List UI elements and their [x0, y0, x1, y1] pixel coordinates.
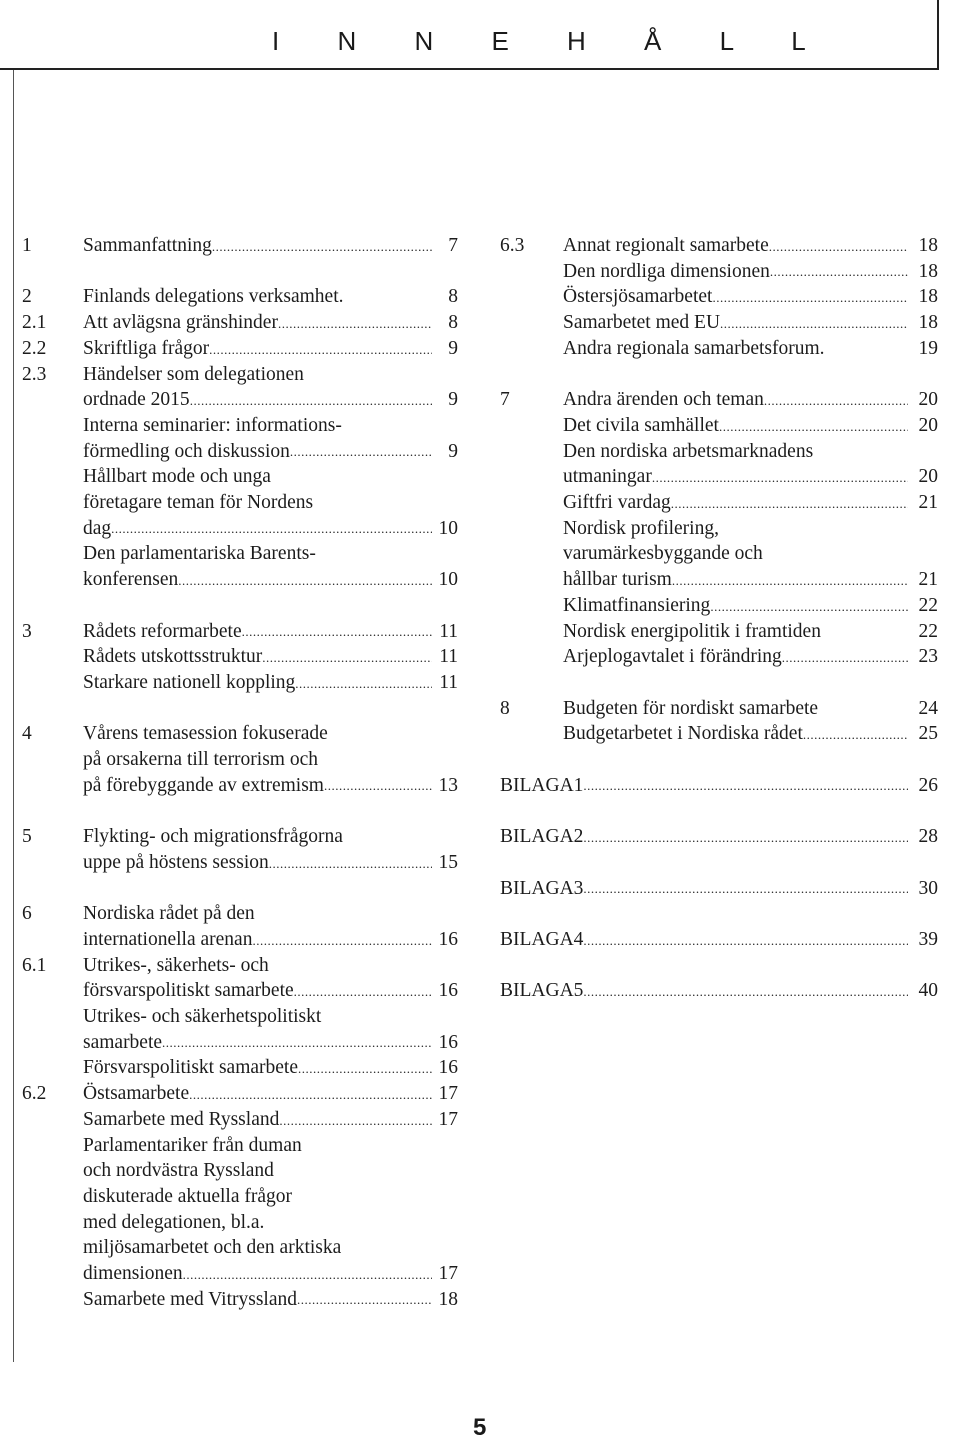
section-title [563, 336, 938, 362]
title-text: dag [83, 517, 112, 539]
toc-entry[interactable] [500, 619, 938, 645]
toc-entry[interactable] [500, 439, 938, 490]
title-last-line [574, 773, 938, 799]
title-text: Det civila samhället [563, 414, 719, 436]
toc-entry[interactable] [22, 1107, 458, 1133]
toc-entry[interactable] [500, 259, 938, 285]
dot-leader [242, 623, 432, 644]
toc-spacer [22, 259, 458, 285]
dot-leader [178, 572, 432, 593]
title-text: Annat regionalt samarbete [563, 235, 769, 256]
dot-leader [770, 263, 908, 284]
title-text: Klimatfinansiering [563, 594, 711, 616]
dot-leader [324, 777, 432, 798]
title-last-line [574, 927, 938, 953]
title-line: diskuterade aktuella frågor [83, 1185, 292, 1207]
page-ref: 18 [438, 1288, 458, 1310]
dot-leader [583, 829, 908, 850]
page-ref: 18 [918, 286, 938, 308]
title-last-line [83, 439, 458, 465]
toc-spacer [22, 876, 458, 902]
toc-entry[interactable] [500, 336, 938, 362]
page-ref: 11 [439, 620, 458, 642]
section-title [563, 516, 938, 593]
toc-entry[interactable] [22, 1081, 458, 1107]
section-number: BILAGA [500, 774, 574, 796]
section-number: 6 [22, 903, 32, 925]
title-text: Finlands delegations verksamhet. [83, 286, 344, 308]
toc-column-left [22, 233, 458, 1312]
toc-entry[interactable] [22, 644, 458, 670]
section-title [83, 644, 458, 670]
page-ref: 17 [438, 1263, 458, 1285]
page-ref: 24 [918, 697, 938, 719]
title-text: 5 [573, 980, 584, 1002]
section-title [83, 824, 458, 875]
page-ref: 9 [448, 389, 458, 411]
toc-entry[interactable] [22, 1287, 458, 1313]
section-title [83, 1055, 458, 1081]
title-text: på förebyggande av extremism [83, 774, 324, 796]
dot-leader [252, 932, 432, 953]
section-title [563, 696, 938, 722]
toc-spacer [22, 593, 458, 619]
title-line: Parlamentariker från duman [83, 1134, 302, 1156]
toc-entry[interactable] [22, 413, 458, 464]
toc-entry[interactable] [22, 541, 458, 592]
title-line: på orsakerna till terrorism och [83, 749, 318, 771]
toc-entry[interactable] [22, 1004, 458, 1055]
dot-leader [782, 649, 908, 670]
toc-entry[interactable] [22, 901, 458, 952]
dot-leader [190, 392, 432, 413]
title-last-line [83, 1287, 458, 1313]
right-rule [937, 0, 939, 70]
dot-leader [297, 1291, 432, 1312]
section-title [83, 619, 458, 645]
title-last-line [83, 850, 458, 876]
title-text: uppe på höstens session [83, 851, 269, 873]
title-text: Östsamarbete [83, 1083, 190, 1105]
section-title [83, 1081, 458, 1107]
page-ref: 20 [918, 466, 938, 488]
section-title [83, 362, 458, 413]
page-ref: 30 [918, 877, 938, 899]
section-title [83, 670, 458, 696]
title-line: Vårens temasession fokuserade [83, 723, 328, 745]
title-line: företagare teman för Nordens [83, 492, 314, 514]
section-number: 6.1 [22, 954, 47, 976]
title-text: Nordisk energipolitik i framtiden [563, 620, 821, 642]
title-text: Andra regionala samarbetsforum. [563, 337, 825, 359]
dot-leader [189, 1086, 432, 1107]
title-line: Hållbart mode och unga [83, 466, 271, 488]
title-line: med delegationen, bl.a. [83, 1211, 265, 1233]
title-last-line [83, 644, 458, 670]
toc-spacer [22, 798, 458, 824]
section-title [563, 490, 938, 516]
dot-leader [583, 777, 908, 798]
dot-leader [583, 983, 908, 1004]
title-last-line [563, 336, 938, 362]
toc-entry[interactable] [22, 619, 458, 645]
dot-leader [583, 932, 908, 953]
page-ref: 21 [918, 492, 938, 514]
section-title [574, 824, 938, 850]
title-text: utmaningar [563, 466, 652, 488]
title-last-line [83, 1261, 458, 1287]
title-text: Rådets reformarbete [83, 620, 242, 642]
section-title [83, 1107, 458, 1133]
toc-entry[interactable] [22, 670, 458, 696]
page-ref: 20 [918, 389, 938, 411]
title-line: Utrikes-, säkerhets- och [83, 954, 269, 976]
title-last-line [563, 284, 938, 310]
toc-column-right [500, 233, 938, 1004]
title-text: förmedling och diskussion [83, 440, 290, 462]
toc-spacer [500, 670, 938, 696]
section-number: 6.2 [22, 1083, 47, 1105]
toc-entry[interactable] [500, 978, 938, 1004]
dot-leader [652, 469, 908, 490]
section-number: 2.3 [22, 363, 47, 385]
title-text: 1 [573, 774, 584, 796]
title-text: Samarbete med Vitryssland [83, 1288, 298, 1310]
title-last-line [563, 644, 938, 670]
dot-leader [111, 520, 432, 541]
title-line: Händelser som delegationen [83, 363, 304, 385]
toc-entry[interactable] [500, 387, 938, 413]
toc-spacer [500, 953, 938, 979]
dot-leader [298, 1060, 432, 1081]
title-last-line [563, 490, 938, 516]
title-line: och nordvästra Ryssland [83, 1160, 274, 1182]
dot-leader [803, 726, 908, 747]
section-number: 4 [22, 723, 32, 745]
title-last-line [83, 387, 458, 413]
toc-entry[interactable] [22, 336, 458, 362]
title-last-line [563, 567, 938, 593]
title-last-line [83, 978, 458, 1004]
dot-leader [769, 238, 908, 259]
dot-leader [212, 238, 432, 259]
section-title [563, 387, 938, 413]
toc-entry[interactable] [22, 362, 458, 413]
title-line: Nordisk profilering, [563, 517, 719, 539]
page-ref: 26 [918, 774, 938, 796]
section-title [83, 541, 458, 592]
toc-entry[interactable] [500, 310, 938, 336]
title-text: Budgetarbetet i Nordiska rådet [563, 723, 803, 745]
section-title [83, 233, 458, 259]
section-number: 5 [22, 826, 32, 848]
section-title [563, 644, 938, 670]
toc-spacer [500, 362, 938, 388]
toc-entry[interactable] [22, 824, 458, 875]
section-number: 1 [22, 235, 32, 256]
title-text: Att avlägsna gränshinder [83, 312, 278, 334]
title-text: 3 [573, 877, 584, 899]
section-number: BILAGA [500, 980, 574, 1002]
title-last-line [563, 413, 938, 439]
toc-entry[interactable] [22, 721, 458, 798]
page-ref: 18 [918, 312, 938, 334]
dot-leader [278, 315, 432, 336]
section-number: BILAGA [500, 826, 574, 848]
title-line: Flykting- och migrationsfrågorna [83, 826, 343, 848]
toc-entry[interactable] [500, 490, 938, 516]
title-last-line [83, 567, 458, 593]
title-line: Interna seminarier: informations- [83, 414, 342, 436]
title-last-line [83, 927, 458, 953]
title-line: miljösamarbetet och den arktiska [83, 1237, 342, 1259]
title-text: Försvarspolitiskt samarbete [83, 1057, 299, 1079]
page-ref: 22 [918, 620, 938, 642]
section-title [83, 953, 458, 1004]
page-ref: 22 [918, 594, 938, 616]
dot-leader [269, 855, 432, 876]
title-text: 4 [573, 928, 584, 950]
section-title [563, 619, 938, 645]
title-text: konferensen [83, 569, 179, 591]
title-text: Giftfri vardag [563, 492, 671, 514]
section-title [83, 336, 458, 362]
title-last-line [563, 464, 938, 490]
title-text: Den nordliga dimensionen [563, 260, 770, 282]
toc-spacer [500, 798, 938, 824]
section-title [563, 439, 938, 490]
dot-leader [279, 1112, 432, 1133]
dot-leader [719, 418, 908, 439]
title-line: Den parlamentariska Barents- [83, 543, 316, 565]
section-title [574, 927, 938, 953]
title-text: internationella arenan [83, 928, 253, 950]
toc-entry[interactable] [22, 310, 458, 336]
title-line: varumärkesbyggande och [563, 543, 763, 565]
toc-spacer [500, 850, 938, 876]
dot-leader [162, 1034, 432, 1055]
dot-leader [262, 649, 432, 670]
title-last-line [574, 978, 938, 1004]
section-title [563, 310, 938, 336]
title-last-line [83, 1107, 458, 1133]
toc-entry[interactable] [500, 824, 938, 850]
dot-leader [671, 495, 908, 516]
title-last-line [574, 876, 938, 902]
section-title [83, 310, 458, 336]
title-text: Samarbetet med EU [563, 312, 721, 334]
section-title [83, 1004, 458, 1055]
toc-entry[interactable] [500, 284, 938, 310]
top-rule [0, 68, 938, 70]
dot-leader [672, 572, 908, 593]
title-last-line [83, 773, 458, 799]
toc-entry[interactable] [500, 413, 938, 439]
page-ref: 40 [918, 980, 938, 1002]
section-title [563, 721, 938, 747]
toc-entry[interactable] [22, 233, 458, 259]
dot-leader [294, 983, 432, 1004]
title-line: Den nordiska arbetsmarknadens [563, 440, 814, 462]
page-ref: 13 [438, 774, 458, 796]
page-title: I N N E H Å L L [272, 26, 832, 56]
title-last-line [83, 233, 458, 259]
title-last-line [83, 310, 458, 336]
section-title [83, 464, 458, 541]
section-title [574, 773, 938, 799]
title-text: Andra ärenden och teman [563, 389, 764, 411]
toc-entry[interactable] [500, 516, 938, 593]
page-ref: 20 [918, 414, 938, 436]
page-ref: 11 [439, 646, 458, 668]
section-title [563, 413, 938, 439]
page-ref: 17 [438, 1083, 458, 1105]
page-ref: 25 [918, 723, 938, 745]
page-ref: 9 [448, 440, 458, 462]
page-ref: 8 [448, 312, 458, 334]
toc-entry[interactable] [500, 644, 938, 670]
page-ref: 17 [438, 1108, 458, 1130]
section-number: 2.1 [22, 312, 47, 334]
title-text: Sammanfattning [83, 235, 212, 256]
title-text: Arjeplogavtalet i förändring [563, 646, 782, 668]
section-title [83, 1133, 458, 1287]
toc-entry[interactable] [500, 876, 938, 902]
title-text: Rådets utskottsstruktur [83, 646, 263, 668]
section-title [83, 901, 458, 952]
page-ref: 10 [438, 569, 458, 591]
section-number: 3 [22, 620, 32, 642]
title-text: Samarbete med Ryssland [83, 1108, 280, 1130]
dot-leader [710, 598, 908, 619]
title-last-line [83, 1055, 458, 1081]
section-title [83, 1287, 458, 1313]
page-ref: 16 [438, 1031, 458, 1053]
page-ref: 21 [918, 569, 938, 591]
section-title [563, 233, 938, 259]
section-number: 8 [500, 697, 510, 719]
title-text: Skriftliga frågor [83, 337, 210, 359]
toc-entry[interactable] [500, 593, 938, 619]
section-title [563, 259, 938, 285]
title-last-line [83, 516, 458, 542]
section-number: BILAGA [500, 928, 574, 950]
title-last-line [83, 336, 458, 362]
title-text: ordnade 2015 [83, 389, 190, 411]
toc-entry[interactable] [22, 1133, 458, 1287]
title-last-line [563, 259, 938, 285]
title-line: Utrikes- och säkerhetspolitiskt [83, 1006, 322, 1028]
dot-leader [290, 443, 432, 464]
title-text: hållbar turism [563, 569, 672, 591]
toc-entry[interactable] [22, 464, 458, 541]
toc-spacer [500, 747, 938, 773]
section-title [83, 284, 458, 310]
section-number: BILAGA [500, 877, 574, 899]
section-title [563, 593, 938, 619]
section-title [574, 978, 938, 1004]
title-text: 2 [573, 826, 584, 848]
title-last-line [83, 670, 458, 696]
toc-entry[interactable] [500, 696, 938, 722]
page-ref: 23 [918, 646, 938, 668]
title-text: Starkare nationell koppling [83, 671, 296, 693]
title-last-line [563, 593, 938, 619]
section-title [83, 721, 458, 798]
dot-leader [712, 289, 908, 310]
page-ref: 16 [438, 980, 458, 1002]
title-last-line [83, 284, 458, 310]
title-last-line [563, 696, 938, 722]
title-last-line [563, 721, 938, 747]
title-last-line [563, 233, 938, 259]
page-ref: 7 [448, 235, 458, 256]
title-text: dimensionen [83, 1263, 183, 1285]
title-last-line [83, 619, 458, 645]
title-last-line [563, 310, 938, 336]
page-ref: 39 [918, 928, 938, 950]
section-number: 6.3 [500, 235, 525, 256]
page-ref: 9 [448, 337, 458, 359]
title-last-line [83, 1030, 458, 1056]
toc-spacer [22, 696, 458, 722]
left-rule [13, 70, 14, 1362]
title-last-line [563, 387, 938, 413]
toc-entry[interactable] [22, 953, 458, 1004]
page-ref: 16 [438, 928, 458, 950]
page-ref: 19 [918, 337, 938, 359]
page-ref: 15 [438, 851, 458, 873]
title-line: Nordiska rådet på den [83, 903, 255, 925]
title-text: samarbete [83, 1031, 163, 1053]
toc-entry[interactable] [500, 721, 938, 747]
title-last-line [83, 1081, 458, 1107]
section-number: 7 [500, 389, 510, 411]
page-ref: 8 [448, 286, 458, 308]
page-ref: 28 [918, 826, 938, 848]
section-title [83, 413, 458, 464]
dot-leader [583, 880, 908, 901]
section-number: 2 [22, 286, 32, 308]
section-title [563, 284, 938, 310]
title-last-line [563, 619, 938, 645]
toc-entry[interactable] [500, 233, 938, 259]
page-ref: 16 [438, 1057, 458, 1079]
dot-leader [764, 392, 908, 413]
toc-entry[interactable] [500, 773, 938, 799]
page-ref: 18 [918, 260, 938, 282]
dot-leader [183, 1266, 432, 1287]
page-ref: 11 [439, 671, 458, 693]
section-title [574, 876, 938, 902]
page-ref: 10 [438, 517, 458, 539]
dot-leader [295, 675, 432, 696]
toc-entry[interactable] [500, 927, 938, 953]
dot-leader [209, 341, 432, 362]
toc-entry[interactable] [22, 1055, 458, 1081]
title-text: Östersjösamarbetet [563, 286, 713, 308]
page-number: 5 [473, 1414, 487, 1441]
dot-leader [720, 315, 908, 336]
toc-spacer [500, 901, 938, 927]
toc-entry[interactable] [22, 284, 458, 310]
title-text: försvarspolitiskt samarbete [83, 980, 294, 1002]
page-ref: 18 [918, 235, 938, 256]
title-text: Budgeten för nordiskt samarbete [563, 697, 819, 719]
title-last-line [574, 824, 938, 850]
section-number: 2.2 [22, 337, 47, 359]
